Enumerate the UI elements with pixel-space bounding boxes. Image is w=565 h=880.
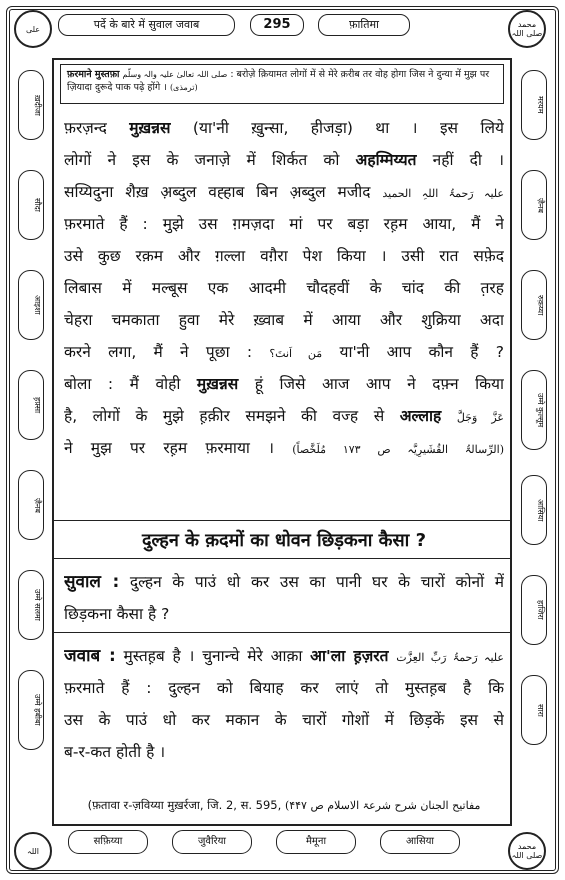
text-span: बोला : मैं वोही	[64, 375, 197, 393]
side-label-right: सारा	[521, 675, 547, 745]
divider	[52, 520, 512, 521]
text-line: लिबास में मल्बूस एक आदमी चौदहवीं के चांद की त़रह	[64, 279, 504, 297]
side-label-right: रुक़य्या	[521, 270, 547, 340]
side-label-left: ह़फ़्सा	[18, 370, 44, 440]
arabic-honorific: علیہ رَحمۃُ اللہِ الحمید	[382, 187, 504, 200]
bold-term: आ'ला ह़ज़रत	[310, 647, 389, 665]
side-label-right: आसिया	[521, 475, 547, 545]
header-left-title: पर्दे के बारे में सुवाल जवाब	[58, 14, 235, 36]
reference-line	[64, 798, 504, 813]
paragraph-story	[64, 112, 504, 464]
text-line: उसे कुछ रक़म और ग़ल्ला वग़ैरा पेश किया । उसी रात सफ़ेद	[64, 247, 504, 265]
arabic-honorific: عَزَّ وَجَلَّ	[456, 411, 504, 424]
side-label-right: मरयम	[521, 70, 547, 140]
medallion-top-left: علی	[14, 10, 52, 48]
text-span: नहीं दी ।	[416, 151, 504, 169]
footer-name: सफ़िय्या	[68, 830, 148, 854]
text-line: ब-र-कत होती है ।	[64, 743, 166, 761]
side-label-left: ख़दीजा	[18, 70, 44, 140]
text-span: सय्यिदुना शैख़ अ़ब्दुल वह्हाब बिन अ़ब्दुल मजीद	[64, 183, 371, 201]
side-label-left: उम्मे हबीबा	[18, 670, 44, 750]
text-span: लोगों ने इस के जनाज़े में शिर्कत को	[64, 151, 356, 169]
text-span: ने मुझ पर रह़म फ़रमाया ।	[64, 439, 275, 457]
answer-label: जवाब :	[64, 646, 116, 666]
bold-term: मुख़न्नस	[196, 375, 239, 393]
side-label-left: ज़ैनब	[18, 470, 44, 540]
bold-term: अहम्मिय्यत	[355, 151, 417, 169]
side-label-right: ज़ैनब	[521, 170, 547, 240]
text-span: मुस्तह़ब है । चुनान्चे मेरे आक़ा	[115, 647, 311, 665]
side-label-left: उम्मे सलमा	[18, 570, 44, 640]
arabic-honorific: علیہ رَحمۃُ رَبِّ العِزَّت	[396, 651, 504, 664]
text-line: छिड़कना कैसा है ?	[64, 605, 170, 623]
text-line: फ़रमाते हैं : मुझे उस ग़मज़दा मां पर बड़ा रह़म आया, मैं ने	[64, 215, 504, 233]
medallion-top-right: محمد صلی اللہ	[508, 10, 546, 48]
text-line: फ़रमाते हैं : दुल्हन को बियाह कर लाएं तो मुस्तह़ब है कि	[64, 679, 504, 697]
notice-text: : बरोज़े क़ियामत लोगों में से मेरे क़रीब तर वोह होगा जिस ने दुन्या में मुझ पर ज़ियादा दुरूदे पाक पढ़े होंगे ।	[67, 69, 490, 93]
text-line: उस के पाउं धो कर मकान के चारों गोशों में छिड़कें इस से	[64, 711, 504, 729]
medallion-bottom-left: اللہ	[14, 832, 52, 870]
text-span: है, लोगों के मुझे ह़क़ीर समझने की वज्ह से	[64, 407, 400, 425]
bold-term: मुख़न्नस	[129, 119, 171, 137]
reference-arabic: مفاتیح الجنان شرح شرعۃ الاسلام ص ۴۴۷)	[284, 799, 481, 812]
arabic-reference: (الرِّسالۃُ القُشَیرِیَّہ ص ۱۷۳ مُلَخَّصاً)	[292, 443, 504, 456]
notice-box	[60, 64, 504, 104]
text-span: करने लगा, मैं ने पूछा :	[64, 343, 253, 361]
side-label-left: सौदा	[18, 170, 44, 240]
footer-name: आसिया	[380, 830, 460, 854]
text-span: दुल्हन के पाउं धो कर उस का पानी घर के चारों कोनों में	[119, 573, 504, 591]
reference-text: (फ़तावा र-ज़विय्या मुख़र्रजा, जि. 2, स. 595,	[87, 798, 282, 812]
footer-name: जुवैरिया	[172, 830, 252, 854]
side-label-left: आइशा	[18, 270, 44, 340]
answer-block	[64, 640, 504, 768]
section-heading: दुल्हन के क़दमों का धोवन छिड़कना कैसा ?	[141, 530, 427, 551]
arabic-phrase: مَن اَنتَ؟	[269, 347, 323, 360]
question-label: सुवाल :	[64, 572, 120, 592]
text-line: चेहरा चमकाता हुवा मेरे ख़्वाब में आया और शुक्रिया अदा	[64, 311, 504, 329]
notice-label: फ़रमाने मुस्तफ़ा	[67, 69, 120, 80]
side-label-right: उम्मे कुल्सूम	[521, 370, 547, 450]
bold-term: अल्लाह	[399, 407, 442, 425]
side-label-right: हाजिरा	[521, 575, 547, 645]
text-span: हूं जिसे आज आप ने दफ़्न किया	[238, 375, 504, 393]
header-right-name: फ़ातिमा	[318, 14, 410, 36]
footer-name: मैमूना	[276, 830, 356, 854]
text-span: फ़रज़न्द	[64, 119, 130, 137]
divider	[52, 558, 512, 559]
notice-source: (ترمذی)	[169, 83, 198, 92]
question-block	[64, 566, 504, 630]
notice-salutation: صلی اللہ تعالیٰ علیہ والہ وسلّم	[122, 70, 228, 79]
text-span: (या'नी ख़ुन्सा, हीजड़ा) था । इस लिये	[170, 119, 504, 137]
page-number: 295	[250, 14, 304, 36]
divider	[52, 632, 512, 633]
text-span: या'नी आप कौन हैं ?	[339, 343, 504, 361]
medallion-bottom-right: محمد صلی اللہ	[508, 832, 546, 870]
